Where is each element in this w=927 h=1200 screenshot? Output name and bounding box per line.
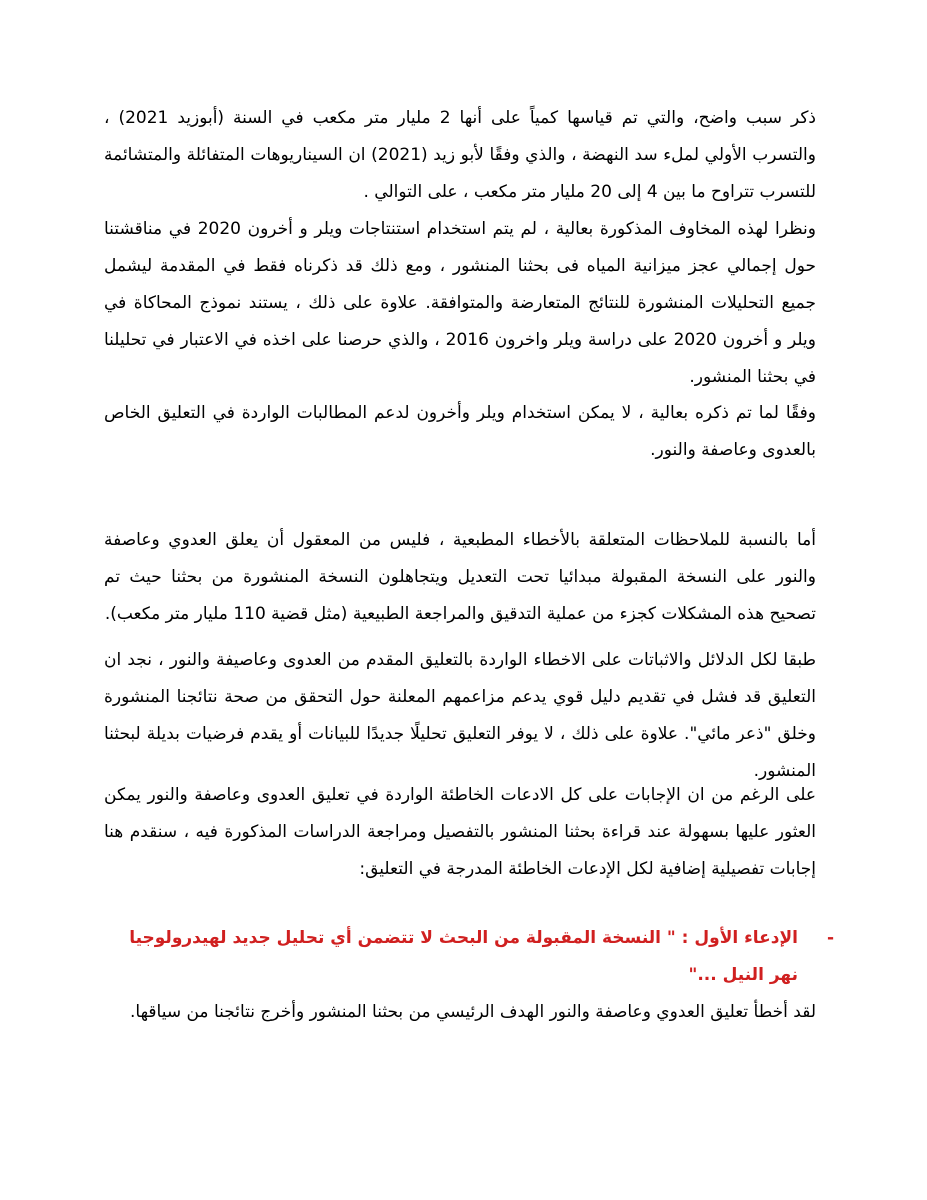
paragraph-claim-response: لقد أخطأ تعليق العدوي وعاصفة والنور الهدف الرئيسي من بحثنا المنشور وأخرج نتائجنا من سياقها. [129, 1002, 816, 1022]
paragraph-wheeler-conclusion: وفقًا لما تم ذكره بعالية ، لا يمكن استخدام ويلر وأخرون لدعم المطالبات الواردة في التعليق الخاص بالعدوى وعاصفة والنور. [104, 403, 816, 460]
claim-bullet: - [826, 928, 834, 948]
paragraph-leakage-estimates: ذكر سبب واضح، والتي تم قياسها كمياً على أنها 2 مليار متر مكعب في السنة (أبوزيد 2021) ، والتسرب الأولي لملء سد النهضة ، والذي وفقًا لأبو زيد (2021) ان السيناريوهات المتفائلة والمتشائمة للتسرب تتراوح ما بين 4 إلى 20 مليار متر مكعب ، على التوالي . [104, 108, 816, 202]
paragraph-detailed-answers: على الرغم من ان الإجابات على كل الادعات الخاطئة الواردة في تعليق العدوى وعاصفة والنور يمكن العثور عليها بسهولة عند قراءة بحثنا المنشور بالتفصيل ومراجعة الدراسات المذكورة فيه ، سنقدم هنا إجابات تفصيلية إضافية لكل الإدعات الخاطئة المدرجة في التعليق: [104, 785, 816, 879]
claim-first [104, 920, 834, 994]
paragraph-wheeler-concerns: ونظرا لهذه المخاوف المذكورة بعالية ، لم يتم استخدام استنتاجات ويلر و أخرون 2020 في مناقشتنا حول إجمالي عجز ميزانية المياه فى بحثنا المنشور ، ومع ذلك قد ذكرناه فقط في المقدمة ليشمل جميع التحليلات المنشورة للنتائج المتعارضة والمتوافقة. علاوة على ذلك ، يستند نموذج المحاكاة في ويلر و أخرون 2020 على دراسة ويلر واخرون 2016 ، والذي حرصنا على اخذه في الاعتبار في تحليلنا في بحثنا المنشور. [104, 219, 816, 387]
claim-first-heading: الإدعاء الأول : " النسخة المقبولة من البحث لا تتضمن أي تحليل جديد لهيدرولوجيا نهر النيل ..." [129, 928, 798, 985]
paragraph-typos: أما بالنسبة للملاحظات المتعلقة بالأخطاء المطبعية ، فليس من المعقول أن يعلق العدوي وعاصفة والنور على النسخة المقبولة مبدائيا تحت التعديل ويتجاهلون النسخة المنشورة من بحثنا حيث تم تصحيح هذه المشكلات كجزء من عملية التدقيق والمراجعة الطبيعية (مثل قضية 110 مليار متر مكعب). [104, 530, 816, 624]
paragraph-evidence: طبقا لكل الدلائل والاثباتات على الاخطاء الواردة بالتعليق المقدم من العدوى وعاصيفة والنور ، نجد ان التعليق قد فشل في تقديم دليل قوي يدعم مزاعمهم المعلنة حول التحقق من صحة نتائجنا المنشورة وخلق "ذعر مائي". علاوة على ذلك ، لا يوفر التعليق تحليلًا جديدًا للبيانات أو يقدم فرضيات بديلة لبحثنا المنشور. [104, 650, 816, 781]
